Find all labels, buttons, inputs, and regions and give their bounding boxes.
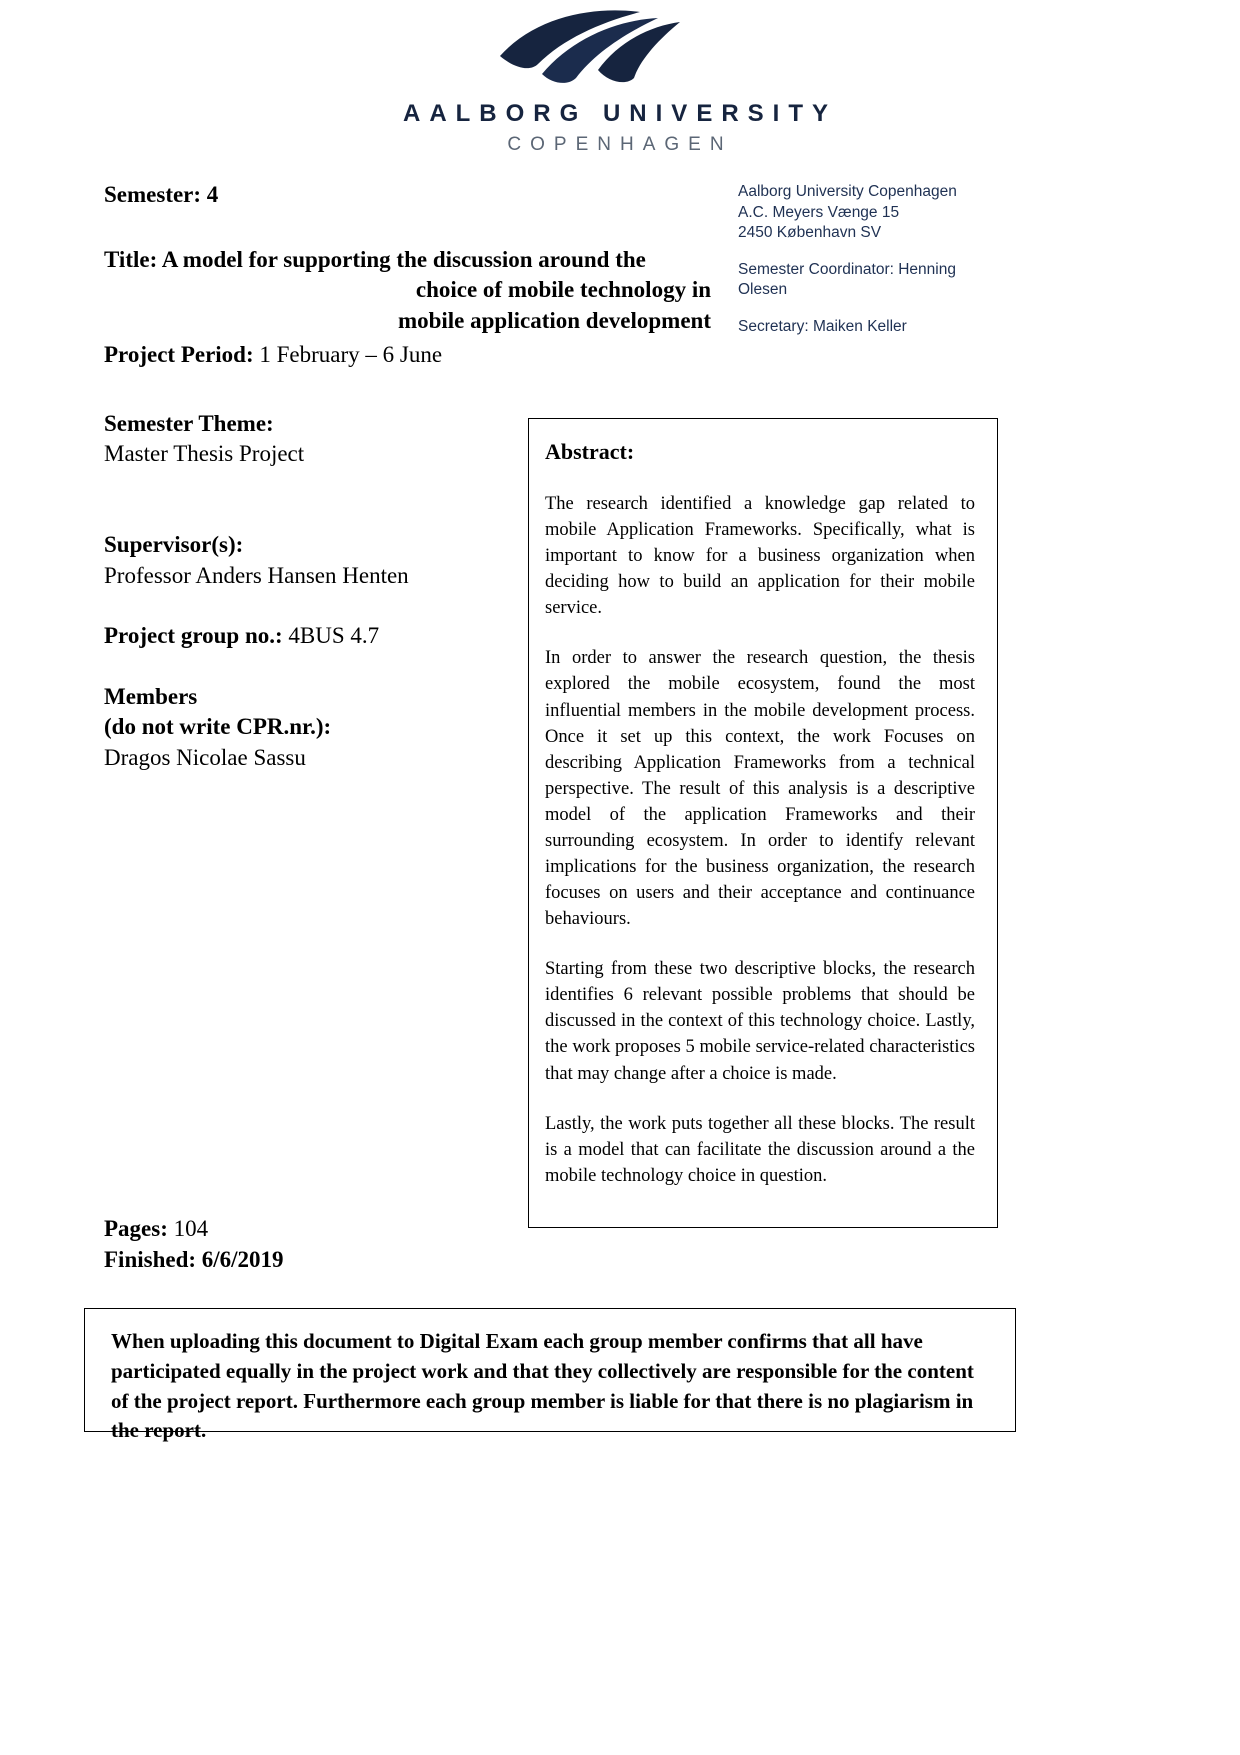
title-text-line-3: mobile application development — [397, 307, 711, 333]
semester-theme-label: Semester Theme: — [104, 410, 274, 436]
supervisor-value: Professor Anders Hansen Henten — [104, 562, 409, 588]
abstract-paragraph: The research identified a knowledge gap related to mobile Application Frameworks. Specifically, what is important to know for a business organization when deciding how to build an application for their mobile service. — [545, 494, 975, 619]
members-value: Dragos Nicolae Sassu — [104, 744, 306, 770]
campus-wordmark: COPENHAGEN — [507, 134, 733, 155]
project-period-row — [104, 340, 719, 371]
abstract-paragraph: Lastly, the work puts together all these blocks. The result is a model that can facilitate the discussion around a the mobile technology choice in question. — [545, 1113, 975, 1186]
pages-label: Pages: — [104, 1216, 168, 1241]
abstract-heading: Abstract: — [545, 439, 635, 464]
university-address-block — [738, 182, 998, 338]
semester-label: Semester: 4 — [104, 182, 219, 207]
title-label: Title: — [104, 246, 158, 272]
abstract-box — [528, 418, 998, 1228]
university-wordmark: AALBORG UNIVERSITY — [402, 100, 837, 127]
address-group — [738, 182, 998, 244]
semester-theme-value: Master Thesis Project — [104, 441, 305, 467]
title-text-line-2: choice of mobile technology in — [415, 277, 711, 303]
project-group-label: Project group no.: — [104, 623, 283, 649]
address-city: 2450 København SV — [738, 224, 882, 242]
project-group-value: 4BUS 4.7 — [288, 623, 380, 649]
address-street: A.C. Meyers Vænge 15 — [738, 203, 900, 221]
coordinator-group — [738, 260, 998, 301]
pages-finished-block — [104, 1213, 284, 1275]
secretary-group — [738, 317, 998, 338]
project-period-value: 1 February – 6 June — [259, 342, 443, 368]
abstract-paragraph: Starting from these two descriptive blocks, the research identifies 6 relevant possible problems that should be discussed in the context of this technology choice. Lastly, the work proposes 5 mobile service-related characteristics that may change after a choice is made. — [545, 959, 975, 1084]
title-text-line-1: A model for supporting the discussion around the — [161, 246, 646, 272]
finished-row — [104, 1244, 284, 1275]
university-logo-block — [0, 8, 1240, 154]
secretary: Secretary: Maiken Keller — [738, 318, 907, 336]
supervisor-label: Supervisor(s): — [104, 532, 244, 558]
members-label: Members — [104, 683, 198, 709]
finished-label: Finished: — [104, 1247, 197, 1273]
thesis-title-block — [104, 245, 719, 337]
thesis-title-line-1 — [104, 245, 719, 276]
aalborg-wave-logo-icon — [490, 8, 750, 86]
members-cpr-note: (do not write CPR.nr.): — [104, 714, 332, 740]
pages-row — [104, 1213, 284, 1244]
finished-value: 6/6/2019 — [201, 1247, 284, 1273]
abstract-paragraph: In order to answer the research question, the thesis explored the mobile ecosystem, found the most influential members in the mobile development process. Once it set up this context, the work Focuses on describing Application Frameworks from a technical perspective. The result of this analysis is a descriptive model of the application Frameworks and their surrounding ecosystem. In order to identify relevant implications for the business organization, the research focuses on users and their acceptance and continuance behaviours. — [545, 648, 975, 930]
declaration-box — [84, 1308, 1016, 1443]
project-period-label: Project Period: — [104, 342, 254, 368]
declaration-text: When uploading this document to Digital Exam each group member confirms that all have participated equally in the project work and that they collectively are responsible for the content of the project report. Furthermore each group member is liable for that there is no plagiarism in the report. — [111, 1329, 974, 1443]
pages-value: 104 — [173, 1216, 209, 1241]
semester-coordinator: Semester Coordinator: Henning Olesen — [738, 260, 956, 299]
address-organization: Aalborg University Copenhagen — [738, 183, 957, 200]
